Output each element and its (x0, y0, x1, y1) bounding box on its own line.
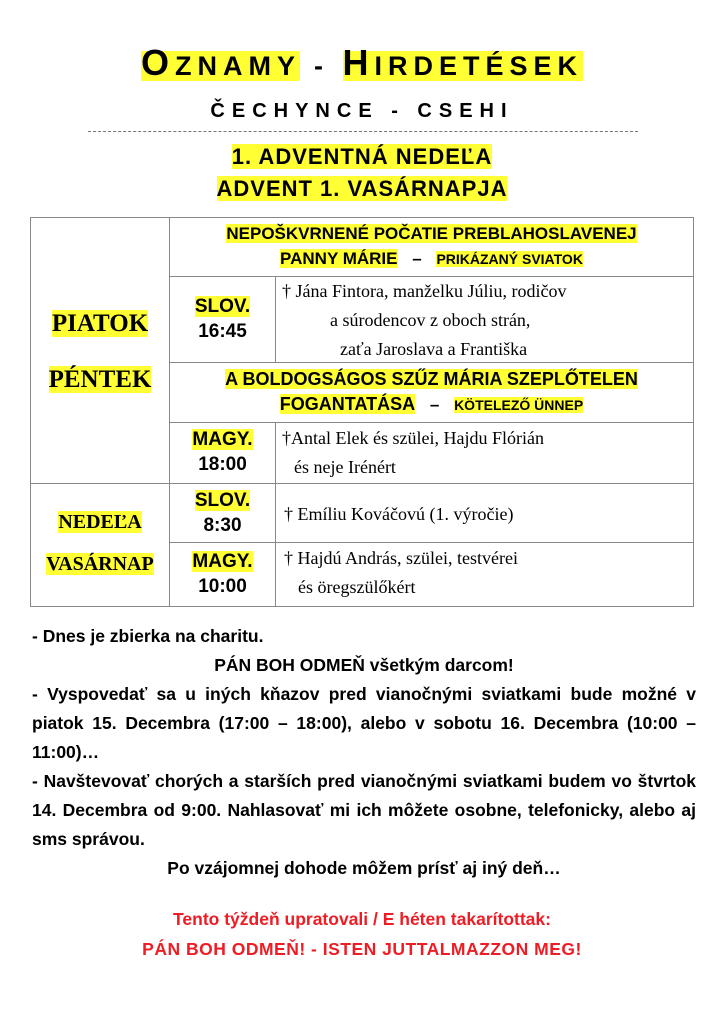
feast-sk-line2: PANNY MÁRIE (280, 249, 398, 268)
parish-name: ČECHYNCE - CSEHI (210, 100, 514, 122)
note-confession: - Vyspovedať sa u iných kňazov pred vianočnými sviatkami bude možné v piatok 15. Decembra (17:00 – 18:00), alebo v sobotu 16. Decembra (10:00 – 11:00)… (32, 684, 696, 762)
page-title (0, 42, 724, 84)
heading-sk-text: 1. ADVENTNÁ NEDEĽA (231, 144, 493, 169)
friday-label-hu: PÉNTEK (48, 366, 152, 393)
table-border-left (30, 217, 31, 607)
announcements (32, 622, 696, 883)
friday-mass-sk-intention: † Jána Fintora, manželku Júliu, rodičov a súrodencov z oboch strán, zaťa Jaroslava a Františka (282, 281, 567, 359)
heading-sk (0, 144, 724, 170)
sunday-label-sk: NEDEĽA (58, 511, 142, 533)
sunday-mass-hu-intention: † Hajdú András, szülei, testvérei és öregszülőkért (284, 548, 518, 597)
dashed-divider (88, 131, 638, 132)
title-hirdetesek-rest: IRDETÉSEK (374, 51, 584, 81)
friday-mass-hu-time (170, 427, 275, 477)
title-initial-o: O (140, 42, 175, 83)
friday-mass-hu-intention: †Antal Elek és szülei, Hajdu Flórián és neje Irénért (282, 428, 544, 477)
mass-lang-label: SLOV. (194, 490, 251, 511)
mass-time: 16:45 (198, 321, 247, 342)
heading-hu (0, 176, 724, 202)
table-time-col-divider-2 (275, 422, 276, 607)
note-thanks: PÁN BOH ODMEŇ všetkým darcom! (214, 655, 514, 675)
mass-lang-label: SLOV. (194, 296, 251, 317)
sunday-mass-hu-time (170, 549, 275, 599)
feast-sk (170, 221, 693, 272)
mass-schedule-table (30, 217, 694, 607)
friday-mass-sk-time (170, 294, 275, 344)
note-collection: - Dnes je zbierka na charitu. (32, 626, 264, 646)
mass-time: 10:00 (198, 576, 247, 597)
mass-lang-label: MAGY. (192, 429, 253, 450)
feast-sk-line1: NEPOŠKVRNENÉ POČATIE PREBLAHOSLAVENEJ (226, 224, 637, 243)
note-other-day: Po vzájomnej dohode môžem prísť aj iný deň… (167, 858, 561, 878)
sunday-mass-sk-intention: † Emíliu Kováčovú (1. výročie) (284, 504, 514, 524)
friday-label-sk: PIATOK (51, 310, 149, 337)
feast-sk-type: PRIKÁZANÝ SVIATOK (436, 251, 583, 267)
mass-lang-label: MAGY. (192, 551, 253, 572)
note-visits: - Navštevovať chorých a starších pred vianočnými sviatkami budem vo štvrtok 14. Decembra od 9:00. Nahlasovať mi ich môžete osobne, telefonicky, alebo aj sms správou. (32, 771, 696, 849)
feast-hu-type: KÖTELEZŐ ÜNNEP (454, 397, 584, 413)
sunday-mass-sk-time (170, 488, 275, 538)
table-time-col-divider-1 (275, 276, 276, 362)
table-border-top (30, 217, 694, 218)
footer (0, 904, 724, 964)
mass-time: 18:00 (198, 454, 247, 475)
feast-hu (170, 367, 693, 418)
table-row-divider-4 (169, 542, 694, 543)
table-border-bottom (30, 606, 694, 607)
feast-hu-line1: A BOLDOGSÁGOS SZŰZ MÁRIA SZEPLŐTELEN (225, 369, 638, 389)
table-day-divider (30, 483, 694, 484)
sunday-label-hu: VASÁRNAP (46, 553, 154, 575)
footer-blessing: PÁN BOH ODMEŇ! - ISTEN JUTTALMAZZON MEG! (142, 939, 582, 959)
feast-hu-dash: – (429, 395, 440, 414)
title-oznamy-rest: ZNAMY (174, 51, 301, 81)
footer-cleaning: Tento týždeň upratovali / E héten takarítottak: (173, 909, 551, 929)
mass-time: 8:30 (203, 515, 242, 536)
table-row-divider-3 (169, 422, 694, 423)
feast-sk-dash: – (412, 249, 422, 268)
title-separator: - (314, 51, 329, 81)
title-initial-h: H (342, 42, 375, 83)
feast-hu-line2: FOGANTATÁSA (279, 394, 416, 414)
heading-hu-text: ADVENT 1. VASÁRNAPJA (216, 176, 508, 201)
